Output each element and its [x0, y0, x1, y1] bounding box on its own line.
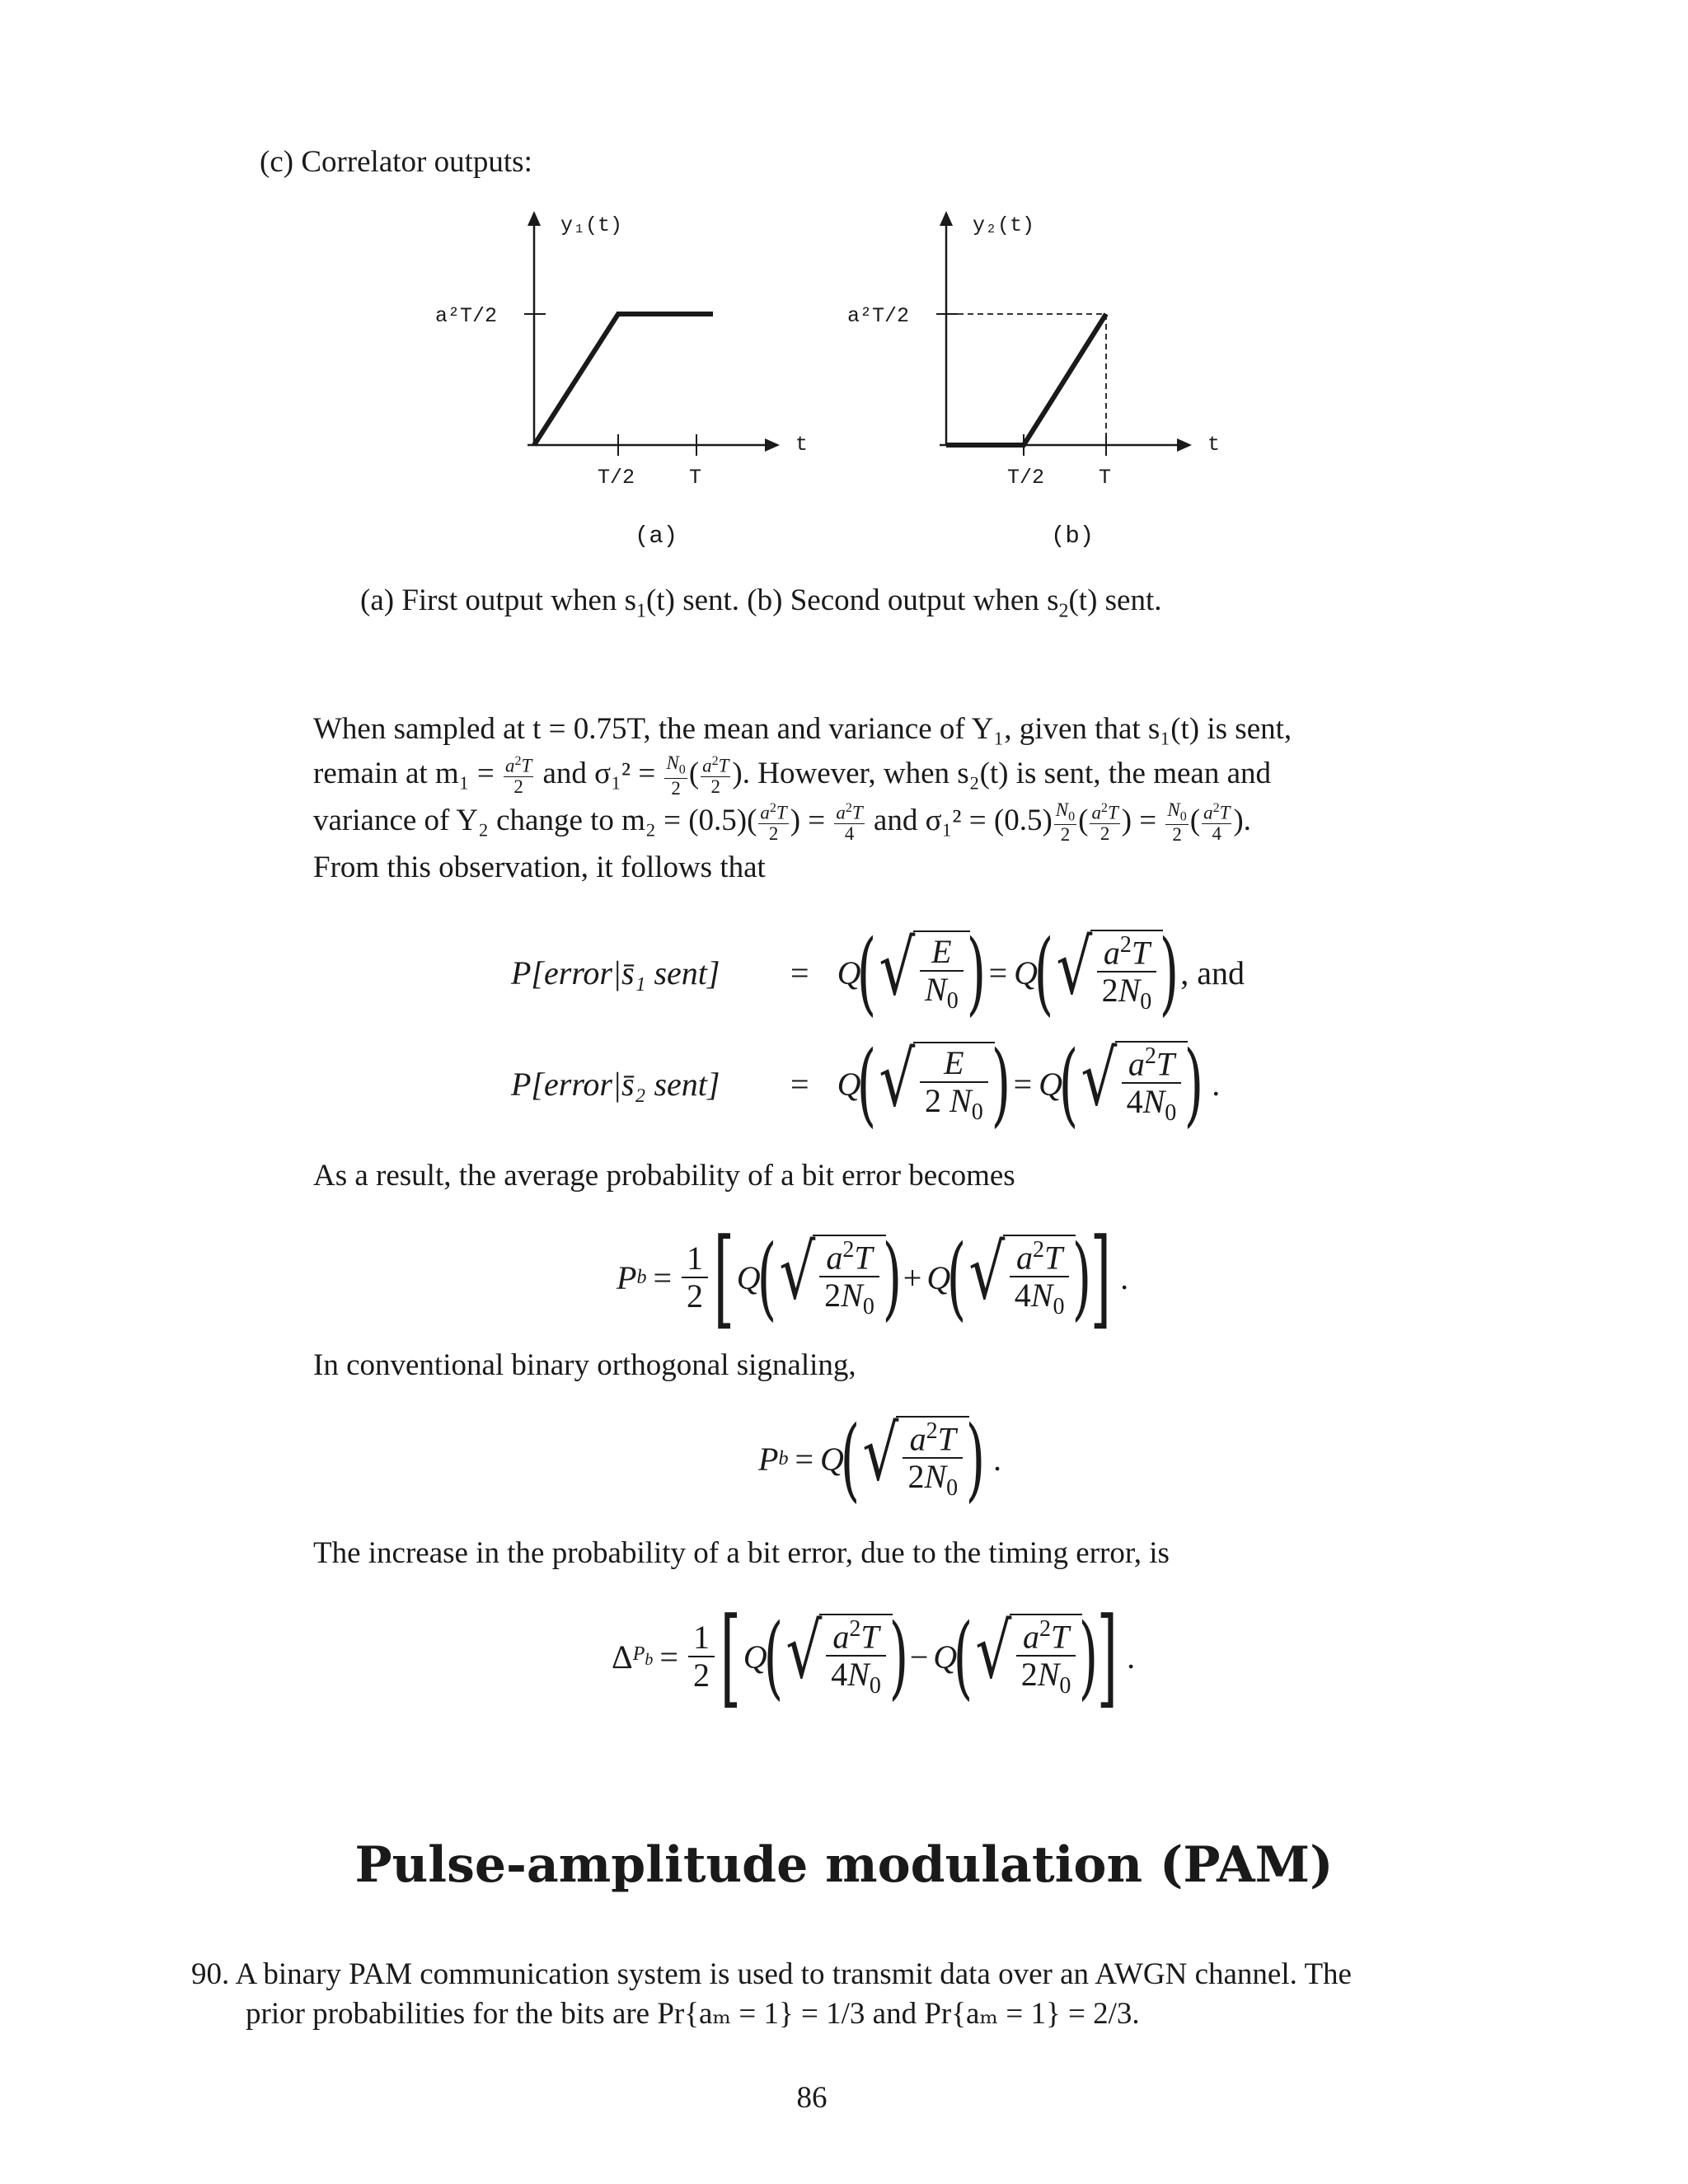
equation-error-s1: P[error|s̄₁ sent] = Q ( √ $\frac{E}{N_0}$ ) = Q ( √ $\frac{a^2T}{2N_0}$ ) , and [511, 920, 1245, 1025]
para1-line2: remain at m₁ = $\frac{a^2T}{2}$ and σ₁² = $\frac{N_0}{2}$ ( $\frac{a^2T}{2}$ ). However, when s₂(t) is sent, the mean and [313, 752, 1272, 799]
problem-90 [191, 1955, 1352, 2034]
page-number: 86 [796, 2081, 828, 2115]
equation-delta-pb: Δ $P_b$ = $\frac{1}{2}$ [ Q ( √ $\frac{a^2T}{4N_0}$ ) − Q ( √ $\frac{a^2T}{2N_0}$ ) ] . [612, 1594, 1136, 1719]
equation-pb-conventional: P b = Q ( √ $\frac{a^2T}{2N_0}$ ) . [758, 1406, 1002, 1511]
paragraph-increase: The increase in the probability of a bit error, due to the timing error, is [313, 1536, 1170, 1570]
fig-a-tick-t: T [689, 466, 702, 490]
fig-a-panel-label: (a) [635, 523, 678, 550]
fig-a-level-label: a²T/2 [435, 304, 498, 328]
part-heading: (c) Correlator outputs: [260, 145, 532, 179]
fig-b-ylabel: y₂(t) [973, 213, 1035, 237]
y1-output-curve [534, 314, 713, 445]
eq2-lhs: P[error|s̄₂ sent] [511, 1065, 720, 1103]
fig-a-xlabel: t [795, 433, 809, 457]
figure-b [936, 211, 1192, 456]
fig-b-level-label: a²T/2 [847, 304, 910, 328]
figure-a [524, 211, 780, 456]
eq2-tail: . [1212, 1065, 1221, 1103]
equation-error-s2: P[error|s̄₂ sent] = Q ( √ $\frac{E}{2 N_0}$ ) = Q ( √ $\frac{a^2T}{4N_0}$ ) . [511, 1031, 1221, 1137]
fig-a-tick-half: T/2 [598, 466, 635, 490]
correlator-output-figures [0, 0, 1688, 577]
section-title: Pulse-amplitude modulation (PAM) [354, 1836, 1334, 1894]
problem-line1: 90. A binary PAM communication system is used to transmit data over an AWGN channel. The [191, 1957, 1352, 1991]
fig-b-tick-half: T/2 [1007, 466, 1045, 490]
fig-b-panel-label: (b) [1051, 523, 1095, 550]
y2-output-curve [946, 314, 1106, 445]
para1-line4: From this observation, it follows that [313, 850, 766, 884]
fig-a-ylabel: y₁(t) [560, 213, 623, 237]
fig-b-xlabel: t [1207, 433, 1221, 457]
paragraph-average: As a result, the average probability of a bit error becomes [313, 1159, 1015, 1193]
para1-line1: When sampled at t = 0.75T, the mean and variance of Y₁, given that s₁(t) is sent, [313, 712, 1292, 746]
problem-line2: prior probabilities for the bits are Pr{aₘ = 1} = 1/3 and Pr{aₘ = 1} = 2/3. [246, 1997, 1140, 2031]
problem-number: 90. [191, 1957, 230, 1991]
fig-b-tick-t: T [1099, 466, 1112, 490]
figure-caption: (a) First output when $s_1(t)$ sent. (b) Second output when $s_2(t)$ sent. [360, 583, 1162, 622]
paragraph-conventional: In conventional binary orthogonal signaling, [313, 1348, 856, 1382]
paragraph-sampling [313, 707, 1467, 890]
eq1-tail: , and [1180, 954, 1245, 991]
para1-line3: variance of Y₂ change to m₂ = (0.5)( $\frac{a^2T}{2}$ ) = $\frac{a^2T}{4}$ and σ₁² = (0.5) $\frac{N_0}{2}$ ( $\frac{a^2T}{2}$ ) = $\frac{N_0}{2}$ ( $\frac{a^2T}{4}$ ). [313, 799, 1251, 846]
eq1-lhs: P[error|s̄₁ sent] [511, 954, 720, 991]
equation-pb-average: P b = $\frac{1}{2}$ [ Q ( √ $\frac{a^2T}{2N_0}$ ) + Q ( √ $\frac{a^2T}{4N_0}$ ) ] . [617, 1215, 1129, 1340]
